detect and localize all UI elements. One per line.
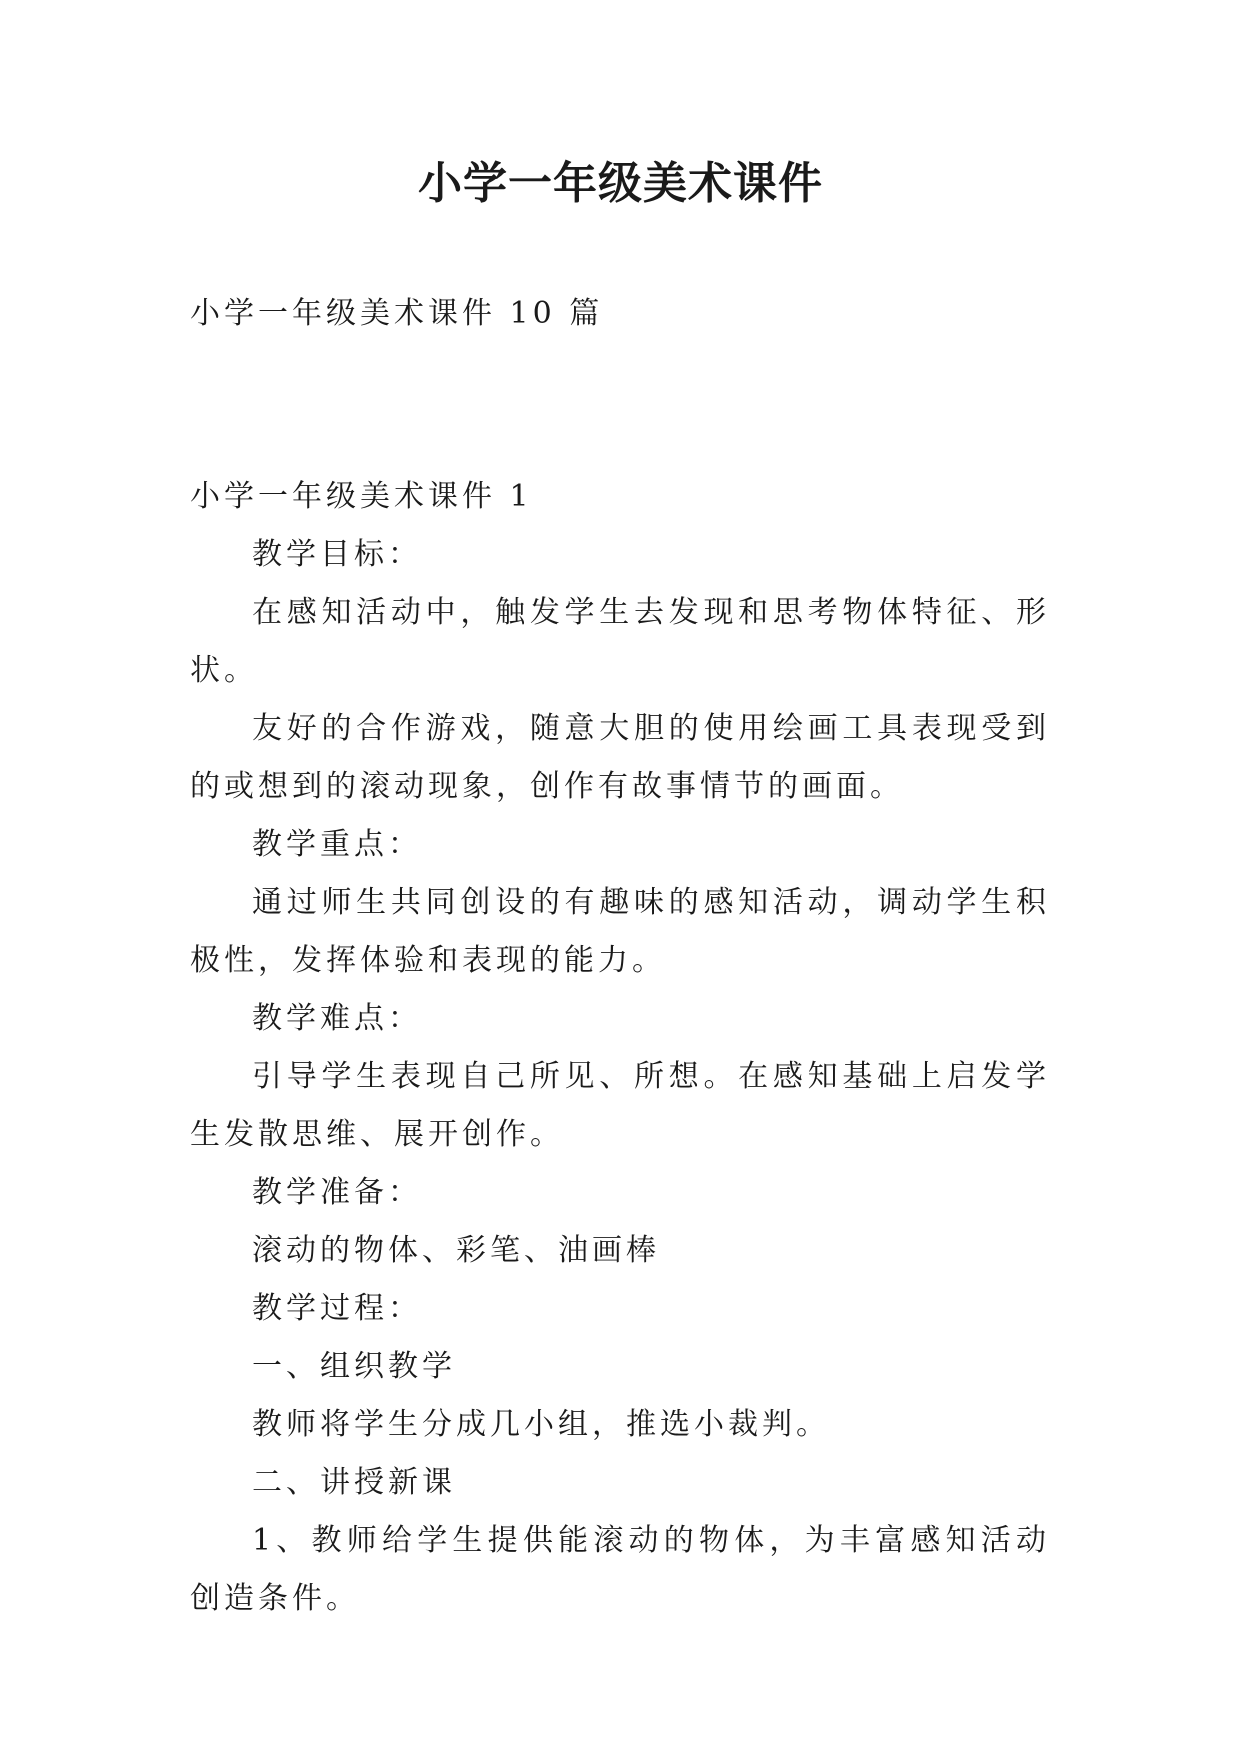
paragraph: 教师将学生分成几小组，推选小裁判。 [252,1407,830,1442]
paragraph: 滚动的物体、彩笔、油画棒 [252,1233,660,1268]
paragraph: 引导学生表现自己所见、所想。在感知基础上启发学生发散思维、展开创作。 [190,1059,1050,1152]
paragraph-preparation-label: 教学准备： [252,1175,422,1210]
document-body [190,468,1050,1628]
document-subtitle: 小学一年级美术课件 10 篇 [190,296,604,331]
paragraph: 通过师生共同创设的有趣味的感知活动，调动学生积极性，发挥体验和表现的能力。 [190,885,1050,978]
paragraph-key-points-label: 教学重点： [252,827,422,862]
paragraph: 友好的合作游戏，随意大胆的使用绘画工具表现受到的或想到的滚动现象，创作有故事情节的画面。 [190,711,1050,804]
paragraph-process-label: 教学过程： [252,1291,422,1326]
paragraph: 在感知活动中，触发学生去发现和思考物体特征、形状。 [190,595,1050,688]
paragraph-difficulties-label: 教学难点： [252,1001,422,1036]
section-heading: 小学一年级美术课件 1 [190,479,533,514]
document-title: 小学一年级美术课件 [418,158,823,209]
paragraph: 一、组织教学 [252,1349,456,1384]
paragraph-teaching-goals-label: 教学目标： [252,537,422,572]
paragraph: 1、教师给学生提供能滚动的物体，为丰富感知活动创造条件。 [190,1523,1050,1616]
paragraph: 二、讲授新课 [252,1465,456,1500]
